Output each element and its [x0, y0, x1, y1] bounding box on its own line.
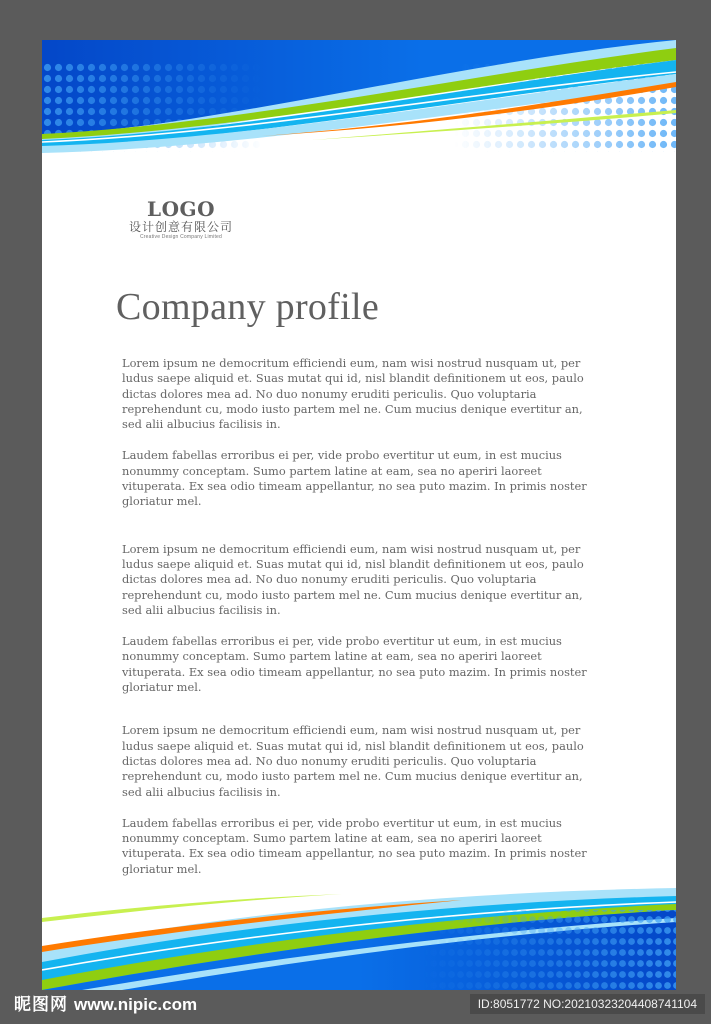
logo-chinese-name: 设计创意有限公司 [128, 220, 233, 234]
paragraph: Laudem fabellas erroribus ei per, vide probo evertitur ut eum, in est mucius nonummy conceptam. Sumo partem latine at eam, sea no aperiri laoreet vituperata. Ex sea odio timeam appellantur, no sea puto mazim. In primis noster gloriatur mel. [122, 815, 587, 876]
watermark-site-chinese: 昵图网 [14, 995, 68, 1015]
paragraph: Lorem ipsum ne democritum efficiendi eum, nam wisi nostrud nusquam ut, per ludus saepe aliquid et. Suas mutat qui id, nisl blandit definitionem ut eos, paulo dictas dolores mea ad. No duo nonumy eruditi periculis. Quo voluptaria reprehendunt cu, modo iusto partem mel ne. Cum mucius denique evertitur an, sed alii albucius facilisis in. [122, 723, 584, 799]
document-title: Company profile [116, 286, 380, 328]
paragraph: Lorem ipsum ne democritum efficiendi eum, nam wisi nostrud nusquam ut, per ludus saepe aliquid et. Suas mutat qui id, nisl blandit definitionem ut eos, paulo dictas dolores mea ad. No duo nonumy eruditi periculis. Quo voluptaria reprehendunt cu, modo iusto partem mel ne. Cum mucius denique evertitur an, sed alii albucius facilisis in. [122, 541, 584, 617]
watermark-brand [14, 994, 197, 1016]
paragraph: Laudem fabellas erroribus ei per, vide probo evertitur ut eum, in est mucius nonummy conceptam. Sumo partem latine at eam, sea no aperiri laoreet vituperata. Ex sea odio timeam appellantur, no sea puto mazim. In primis noster gloriatur mel. [122, 634, 587, 695]
watermark-site-url[interactable]: www.nipic.com [74, 995, 198, 1014]
paragraph: Lorem ipsum ne democritum efficiendi eum, nam wisi nostrud nusquam ut, per ludus saepe aliquid et. Suas mutat qui id, nisl blandit definitionem ut eos, paulo dictas dolores mea ad. No duo nonumy eruditi periculis. Quo voluptaria reprehendunt cu, modo iusto partem mel ne. Cum mucius denique evertitur an, sed alii albucius facilisis in. [122, 356, 584, 432]
logo-english-name: Creative Design Company Limited [139, 234, 223, 240]
watermark-id-label: ID:8051772 NO:20210323204408741104 [470, 994, 705, 1014]
letterhead-page [42, 40, 676, 990]
document-body [122, 356, 602, 877]
logo-wordmark: LOGO [147, 197, 215, 221]
company-logo [120, 198, 242, 241]
header-wave-decoration [42, 40, 676, 155]
wave-dot-pattern [42, 910, 676, 990]
footer-wave-decoration [42, 870, 676, 990]
paragraph: Laudem fabellas erroribus ei per, vide probo evertitur ut eum, in est mucius nonummy conceptam. Sumo partem latine at eam, sea no aperiri laoreet vituperata. Ex sea odio timeam appellantur, no sea puto mazim. In primis noster gloriatur mel. [122, 448, 587, 509]
